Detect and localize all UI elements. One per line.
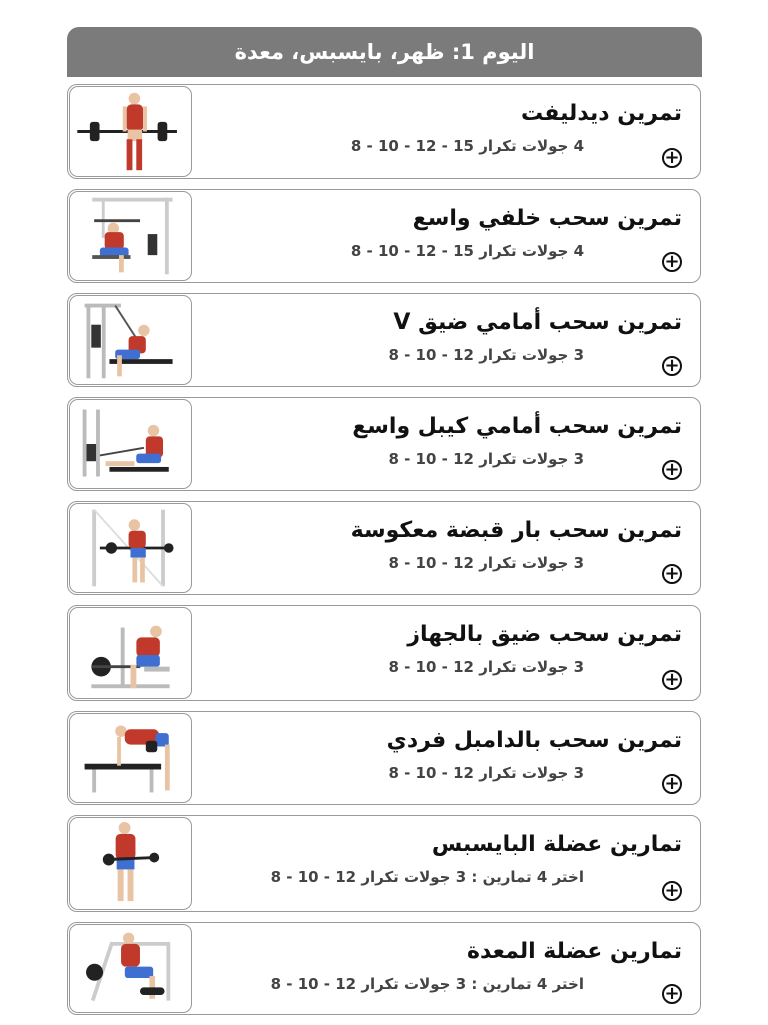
day-header bbox=[67, 27, 702, 77]
wide-cable-row-illustration bbox=[69, 399, 192, 489]
abs-machine-illustration bbox=[69, 924, 192, 1013]
exercise-title: تمرين ديدليفت bbox=[520, 101, 682, 126]
exercise-sets: 4 جولات تكرار 15 - 12 - 10 - 8 bbox=[350, 137, 584, 155]
exercise-card[interactable] bbox=[67, 922, 701, 1015]
exercise-title: تمرين سحب أمامي ضيق V bbox=[393, 310, 682, 335]
exercise-title: تمرين سحب خلفي واسع bbox=[412, 206, 682, 231]
exercise-title: تمارين عضلة المعدة bbox=[466, 939, 682, 964]
wide-behind-neck-pulldown-illustration bbox=[69, 191, 192, 281]
add-icon[interactable]: + bbox=[662, 252, 682, 272]
exercise-title: تمرين سحب أمامي كيبل واسع bbox=[352, 414, 682, 439]
one-arm-dumbbell-row-illustration bbox=[69, 713, 192, 803]
add-icon[interactable]: + bbox=[662, 356, 682, 376]
add-icon[interactable]: + bbox=[662, 881, 682, 901]
exercise-sets: اختر 4 تمارين : 3 جولات تكرار 12 - 10 - 8 bbox=[270, 868, 584, 886]
exercise-card[interactable] bbox=[67, 815, 701, 912]
add-icon[interactable]: + bbox=[662, 984, 682, 1004]
exercise-card[interactable] bbox=[67, 189, 701, 283]
exercise-card[interactable] bbox=[67, 293, 701, 387]
exercise-card[interactable] bbox=[67, 84, 701, 179]
exercise-sets: 3 جولات تكرار 12 - 10 - 8 bbox=[388, 450, 584, 468]
exercise-sets: 3 جولات تكرار 12 - 10 - 8 bbox=[388, 658, 584, 676]
add-icon[interactable]: + bbox=[662, 148, 682, 168]
exercise-sets: 3 جولات تكرار 12 - 10 - 8 bbox=[388, 346, 584, 364]
exercise-card[interactable] bbox=[67, 605, 701, 701]
exercise-list bbox=[67, 84, 701, 1025]
day-title: اليوم 1: ظهر، بايسبس، معدة bbox=[234, 40, 535, 64]
exercise-title: تمرين سحب ضيق بالجهاز bbox=[407, 622, 682, 647]
exercise-card[interactable] bbox=[67, 711, 701, 805]
exercise-card[interactable] bbox=[67, 397, 701, 491]
exercise-sets: اختر 4 تمارين : 3 جولات تكرار 12 - 10 - 8 bbox=[270, 975, 584, 993]
exercise-title: تمرين سحب بالدامبل فردي bbox=[386, 728, 682, 753]
close-grip-v-pulldown-illustration bbox=[69, 295, 192, 385]
deadlift-illustration bbox=[69, 86, 192, 177]
exercise-title: تمارين عضلة البايسبس bbox=[431, 832, 682, 857]
exercise-title: تمرين سحب بار قبضة معكوسة bbox=[350, 518, 682, 543]
exercise-sets: 3 جولات تكرار 12 - 10 - 8 bbox=[388, 554, 584, 572]
add-icon[interactable]: + bbox=[662, 670, 682, 690]
exercise-sets: 3 جولات تكرار 12 - 10 - 8 bbox=[388, 764, 584, 782]
add-icon[interactable]: + bbox=[662, 460, 682, 480]
add-icon[interactable]: + bbox=[662, 774, 682, 794]
machine-close-row-illustration bbox=[69, 607, 192, 699]
biceps-curl-illustration bbox=[69, 817, 192, 910]
reverse-grip-barbell-row-illustration bbox=[69, 503, 192, 593]
add-icon[interactable]: + bbox=[662, 564, 682, 584]
exercise-card[interactable] bbox=[67, 501, 701, 595]
exercise-sets: 4 جولات تكرار 15 - 12 - 10 - 8 bbox=[350, 242, 584, 260]
